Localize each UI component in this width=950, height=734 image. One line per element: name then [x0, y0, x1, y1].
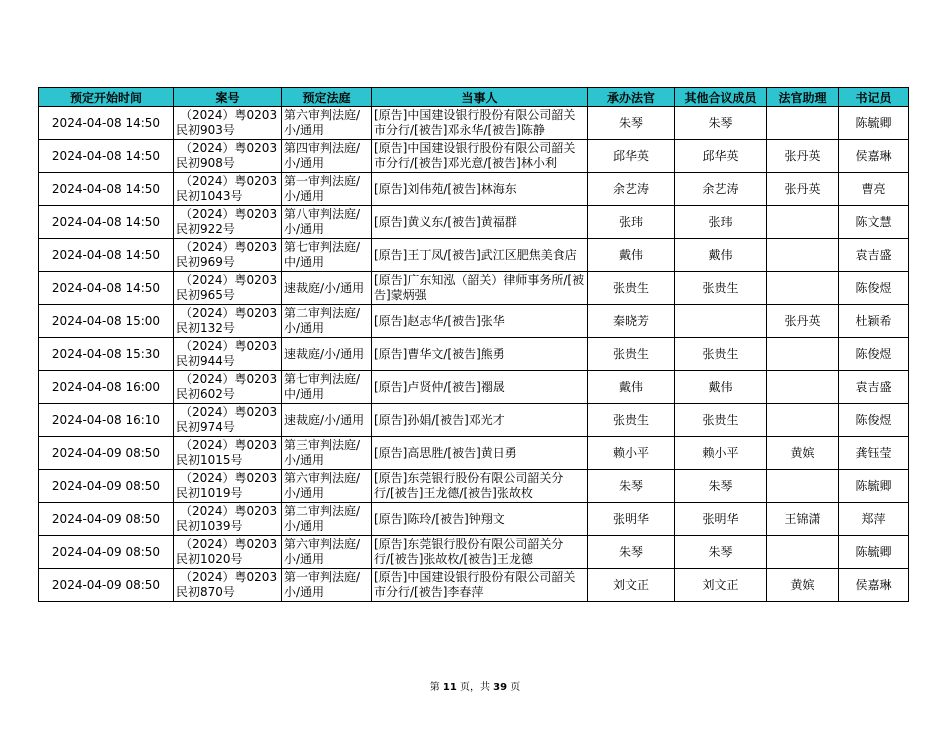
cell-presiding-judge: 张贵生 — [588, 272, 675, 305]
cell-clerk: 陈毓卿 — [839, 536, 909, 569]
table-row — [39, 107, 909, 140]
cell-clerk: 侯嘉琳 — [839, 569, 909, 602]
case-number-line-1: （2024）粤0203 — [180, 108, 278, 122]
cell-judge-assistant: 王锦潇 — [767, 503, 839, 536]
cell-courtroom: 第八审判法庭/小/通用 — [282, 206, 372, 239]
cell-panel-members: 张贵生 — [675, 338, 767, 371]
column-header-case-number: 案号 — [174, 88, 282, 107]
case-number-line-2: 民初602号 — [176, 387, 235, 401]
case-number-line-1: （2024）粤0203 — [180, 438, 278, 452]
cell-start-time: 2024-04-09 08:50 — [39, 569, 174, 602]
page-footer — [0, 678, 950, 693]
case-number-line-2: 民初1039号 — [176, 519, 243, 533]
cell-panel-members: 张玮 — [675, 206, 767, 239]
cell-case-number — [174, 305, 282, 338]
table-row — [39, 239, 909, 272]
case-number-line-2: 民初1043号 — [176, 189, 243, 203]
column-header-start-time: 预定开始时间 — [39, 88, 174, 107]
cell-start-time: 2024-04-09 08:50 — [39, 503, 174, 536]
case-number-line-1: （2024）粤0203 — [180, 207, 278, 221]
cell-courtroom: 速裁庭/小/通用 — [282, 404, 372, 437]
cell-parties: [原告]卢贤仲/[被告]禤晟 — [372, 371, 588, 404]
table-row — [39, 140, 909, 173]
column-header-panel-members: 其他合议成员 — [675, 88, 767, 107]
cell-courtroom: 第一审判法庭/小/通用 — [282, 173, 372, 206]
cell-presiding-judge: 戴伟 — [588, 239, 675, 272]
cell-start-time: 2024-04-09 08:50 — [39, 536, 174, 569]
cell-case-number — [174, 569, 282, 602]
cell-start-time: 2024-04-08 14:50 — [39, 239, 174, 272]
cell-case-number — [174, 272, 282, 305]
cell-start-time: 2024-04-08 15:00 — [39, 305, 174, 338]
cell-courtroom: 第六审判法庭/小/通用 — [282, 470, 372, 503]
column-header-judge-assistant: 法官助理 — [767, 88, 839, 107]
cell-panel-members: 戴伟 — [675, 371, 767, 404]
cell-judge-assistant — [767, 404, 839, 437]
cell-panel-members: 戴伟 — [675, 239, 767, 272]
case-number-line-1: （2024）粤0203 — [180, 405, 278, 419]
cell-parties: [原告]黄义东/[被告]黄福群 — [372, 206, 588, 239]
cell-start-time: 2024-04-08 16:10 — [39, 404, 174, 437]
cell-case-number — [174, 437, 282, 470]
table-row — [39, 206, 909, 239]
cell-clerk: 侯嘉琳 — [839, 140, 909, 173]
cell-courtroom: 第四审判法庭/小/通用 — [282, 140, 372, 173]
cell-case-number — [174, 338, 282, 371]
table-row — [39, 305, 909, 338]
cell-judge-assistant: 黄嫔 — [767, 569, 839, 602]
case-number-line-1: （2024）粤0203 — [180, 471, 278, 485]
cell-clerk: 袁吉盛 — [839, 371, 909, 404]
case-number-line-2: 民初965号 — [176, 288, 235, 302]
table-row — [39, 272, 909, 305]
column-header-clerk: 书记员 — [839, 88, 909, 107]
cell-start-time: 2024-04-08 14:50 — [39, 272, 174, 305]
cell-case-number — [174, 371, 282, 404]
cell-judge-assistant — [767, 371, 839, 404]
cell-panel-members: 朱琴 — [675, 470, 767, 503]
case-number-line-2: 民初922号 — [176, 222, 235, 236]
cell-presiding-judge: 戴伟 — [588, 371, 675, 404]
column-header-parties: 当事人 — [372, 88, 588, 107]
cell-panel-members: 张贵生 — [675, 404, 767, 437]
case-number-line-2: 民初1015号 — [176, 453, 243, 467]
cell-parties: [原告]陈玲/[被告]钟翔文 — [372, 503, 588, 536]
table-row — [39, 338, 909, 371]
cell-judge-assistant — [767, 470, 839, 503]
case-number-line-1: （2024）粤0203 — [180, 141, 278, 155]
cell-presiding-judge: 赖小平 — [588, 437, 675, 470]
case-number-line-1: （2024）粤0203 — [180, 372, 278, 386]
cell-courtroom: 第六审判法庭/小/通用 — [282, 536, 372, 569]
cell-parties: [原告]赵志华/[被告]张华 — [372, 305, 588, 338]
cell-presiding-judge: 邱华英 — [588, 140, 675, 173]
footer-prefix: 第 — [429, 682, 443, 693]
cell-judge-assistant — [767, 272, 839, 305]
case-number-line-1: （2024）粤0203 — [180, 306, 278, 320]
table-row — [39, 569, 909, 602]
case-number-line-2: 民初132号 — [176, 321, 235, 335]
cell-presiding-judge: 张贵生 — [588, 404, 675, 437]
cell-start-time: 2024-04-09 08:50 — [39, 470, 174, 503]
cell-parties: [原告]孙娟/[被告]邓光才 — [372, 404, 588, 437]
total-page-count: 39 — [493, 682, 508, 693]
cell-start-time: 2024-04-08 15:30 — [39, 338, 174, 371]
table-row — [39, 371, 909, 404]
table-row — [39, 536, 909, 569]
cell-presiding-judge: 张玮 — [588, 206, 675, 239]
cell-case-number — [174, 107, 282, 140]
cell-clerk: 陈文慧 — [839, 206, 909, 239]
cell-presiding-judge: 秦晓芳 — [588, 305, 675, 338]
table-header-row — [39, 88, 909, 107]
case-number-line-2: 民初908号 — [176, 156, 235, 170]
cell-clerk: 陈俊煜 — [839, 404, 909, 437]
cell-start-time: 2024-04-08 14:50 — [39, 107, 174, 140]
cell-presiding-judge: 朱琴 — [588, 470, 675, 503]
cell-clerk: 龚钰莹 — [839, 437, 909, 470]
cell-clerk: 杜颖希 — [839, 305, 909, 338]
current-page-number: 11 — [442, 682, 457, 693]
cell-panel-members: 朱琴 — [675, 536, 767, 569]
cell-presiding-judge: 朱琴 — [588, 107, 675, 140]
cell-case-number — [174, 239, 282, 272]
cell-presiding-judge: 张明华 — [588, 503, 675, 536]
cell-judge-assistant: 张丹英 — [767, 305, 839, 338]
cell-panel-members: 朱琴 — [675, 107, 767, 140]
cell-case-number — [174, 470, 282, 503]
table-row — [39, 503, 909, 536]
cell-judge-assistant: 张丹英 — [767, 140, 839, 173]
cell-courtroom: 第六审判法庭/小/通用 — [282, 107, 372, 140]
cell-start-time: 2024-04-08 16:00 — [39, 371, 174, 404]
column-header-courtroom: 预定法庭 — [282, 88, 372, 107]
cell-parties: [原告]广东知泓（韶关）律师事务所/[被告]蒙炳强 — [372, 272, 588, 305]
case-number-line-1: （2024）粤0203 — [180, 537, 278, 551]
cell-panel-members — [675, 305, 767, 338]
cell-judge-assistant — [767, 536, 839, 569]
cell-case-number — [174, 206, 282, 239]
cell-case-number — [174, 173, 282, 206]
cell-case-number — [174, 140, 282, 173]
cell-judge-assistant — [767, 239, 839, 272]
cell-parties: [原告]中国建设银行股份有限公司韶关市分行/[被告]李春萍 — [372, 569, 588, 602]
cell-judge-assistant: 黄嫔 — [767, 437, 839, 470]
cell-courtroom: 速裁庭/小/通用 — [282, 338, 372, 371]
cell-courtroom: 第二审判法庭/小/通用 — [282, 503, 372, 536]
cell-parties: [原告]刘伟苑/[被告]林海东 — [372, 173, 588, 206]
cell-presiding-judge: 朱琴 — [588, 536, 675, 569]
cell-judge-assistant — [767, 338, 839, 371]
cell-parties: [原告]高思胜/[被告]黄日勇 — [372, 437, 588, 470]
cell-courtroom: 第七审判法庭/中/通用 — [282, 239, 372, 272]
cell-panel-members: 余艺涛 — [675, 173, 767, 206]
table-row — [39, 470, 909, 503]
cell-presiding-judge: 张贵生 — [588, 338, 675, 371]
table-row — [39, 404, 909, 437]
table-row — [39, 437, 909, 470]
cell-clerk: 陈毓卿 — [839, 107, 909, 140]
cell-judge-assistant — [767, 206, 839, 239]
cell-panel-members: 刘文正 — [675, 569, 767, 602]
case-number-line-1: （2024）粤0203 — [180, 174, 278, 188]
case-number-line-1: （2024）粤0203 — [180, 570, 278, 584]
cell-courtroom: 第七审判法庭/中/通用 — [282, 371, 372, 404]
footer-suffix: 页 — [507, 682, 521, 693]
cell-case-number — [174, 404, 282, 437]
cell-parties: [原告]东莞银行股份有限公司韶关分行/[被告]王龙德/[被告]张故枚 — [372, 470, 588, 503]
case-number-line-2: 民初944号 — [176, 354, 235, 368]
cell-clerk: 陈俊煜 — [839, 272, 909, 305]
cell-parties: [原告]东莞银行股份有限公司韶关分行/[被告]张故枚/[被告]王龙德 — [372, 536, 588, 569]
case-number-line-1: （2024）粤0203 — [180, 504, 278, 518]
cell-clerk: 袁吉盛 — [839, 239, 909, 272]
cell-parties: [原告]中国建设银行股份有限公司韶关市分行/[被告]邓永华/[被告]陈静 — [372, 107, 588, 140]
cell-panel-members: 张明华 — [675, 503, 767, 536]
case-number-line-1: （2024）粤0203 — [180, 339, 278, 353]
cell-clerk: 郑萍 — [839, 503, 909, 536]
cell-judge-assistant — [767, 107, 839, 140]
cell-start-time: 2024-04-08 14:50 — [39, 206, 174, 239]
cell-start-time: 2024-04-09 08:50 — [39, 437, 174, 470]
cell-presiding-judge: 刘文正 — [588, 569, 675, 602]
cell-case-number — [174, 503, 282, 536]
case-number-line-2: 民初1020号 — [176, 552, 243, 566]
case-number-line-2: 民初974号 — [176, 420, 235, 434]
cell-clerk: 曹亮 — [839, 173, 909, 206]
case-number-line-1: （2024）粤0203 — [180, 240, 278, 254]
table-row — [39, 173, 909, 206]
column-header-presiding-judge: 承办法官 — [588, 88, 675, 107]
cell-judge-assistant: 张丹英 — [767, 173, 839, 206]
cell-case-number — [174, 536, 282, 569]
cell-start-time: 2024-04-08 14:50 — [39, 140, 174, 173]
cell-panel-members: 赖小平 — [675, 437, 767, 470]
case-number-line-2: 民初870号 — [176, 585, 235, 599]
case-number-line-2: 民初903号 — [176, 123, 235, 137]
cell-parties: [原告]中国建设银行股份有限公司韶关市分行/[被告]邓光意/[被告]林小利 — [372, 140, 588, 173]
cell-panel-members: 张贵生 — [675, 272, 767, 305]
cell-parties: [原告]曹华文/[被告]熊勇 — [372, 338, 588, 371]
case-number-line-2: 民初969号 — [176, 255, 235, 269]
hearing-schedule-table — [38, 87, 909, 602]
cell-courtroom: 第一审判法庭/小/通用 — [282, 569, 372, 602]
case-number-line-1: （2024）粤0203 — [180, 273, 278, 287]
cell-courtroom: 第二审判法庭/小/通用 — [282, 305, 372, 338]
cell-clerk: 陈毓卿 — [839, 470, 909, 503]
cell-courtroom: 速裁庭/小/通用 — [282, 272, 372, 305]
cell-panel-members: 邱华英 — [675, 140, 767, 173]
cell-clerk: 陈俊煜 — [839, 338, 909, 371]
cell-courtroom: 第三审判法庭/小/通用 — [282, 437, 372, 470]
case-number-line-2: 民初1019号 — [176, 486, 243, 500]
cell-parties: [原告]王丁凤/[被告]武江区肥焦美食店 — [372, 239, 588, 272]
footer-middle: 页，共 — [456, 682, 494, 693]
cell-start-time: 2024-04-08 14:50 — [39, 173, 174, 206]
cell-presiding-judge: 余艺涛 — [588, 173, 675, 206]
